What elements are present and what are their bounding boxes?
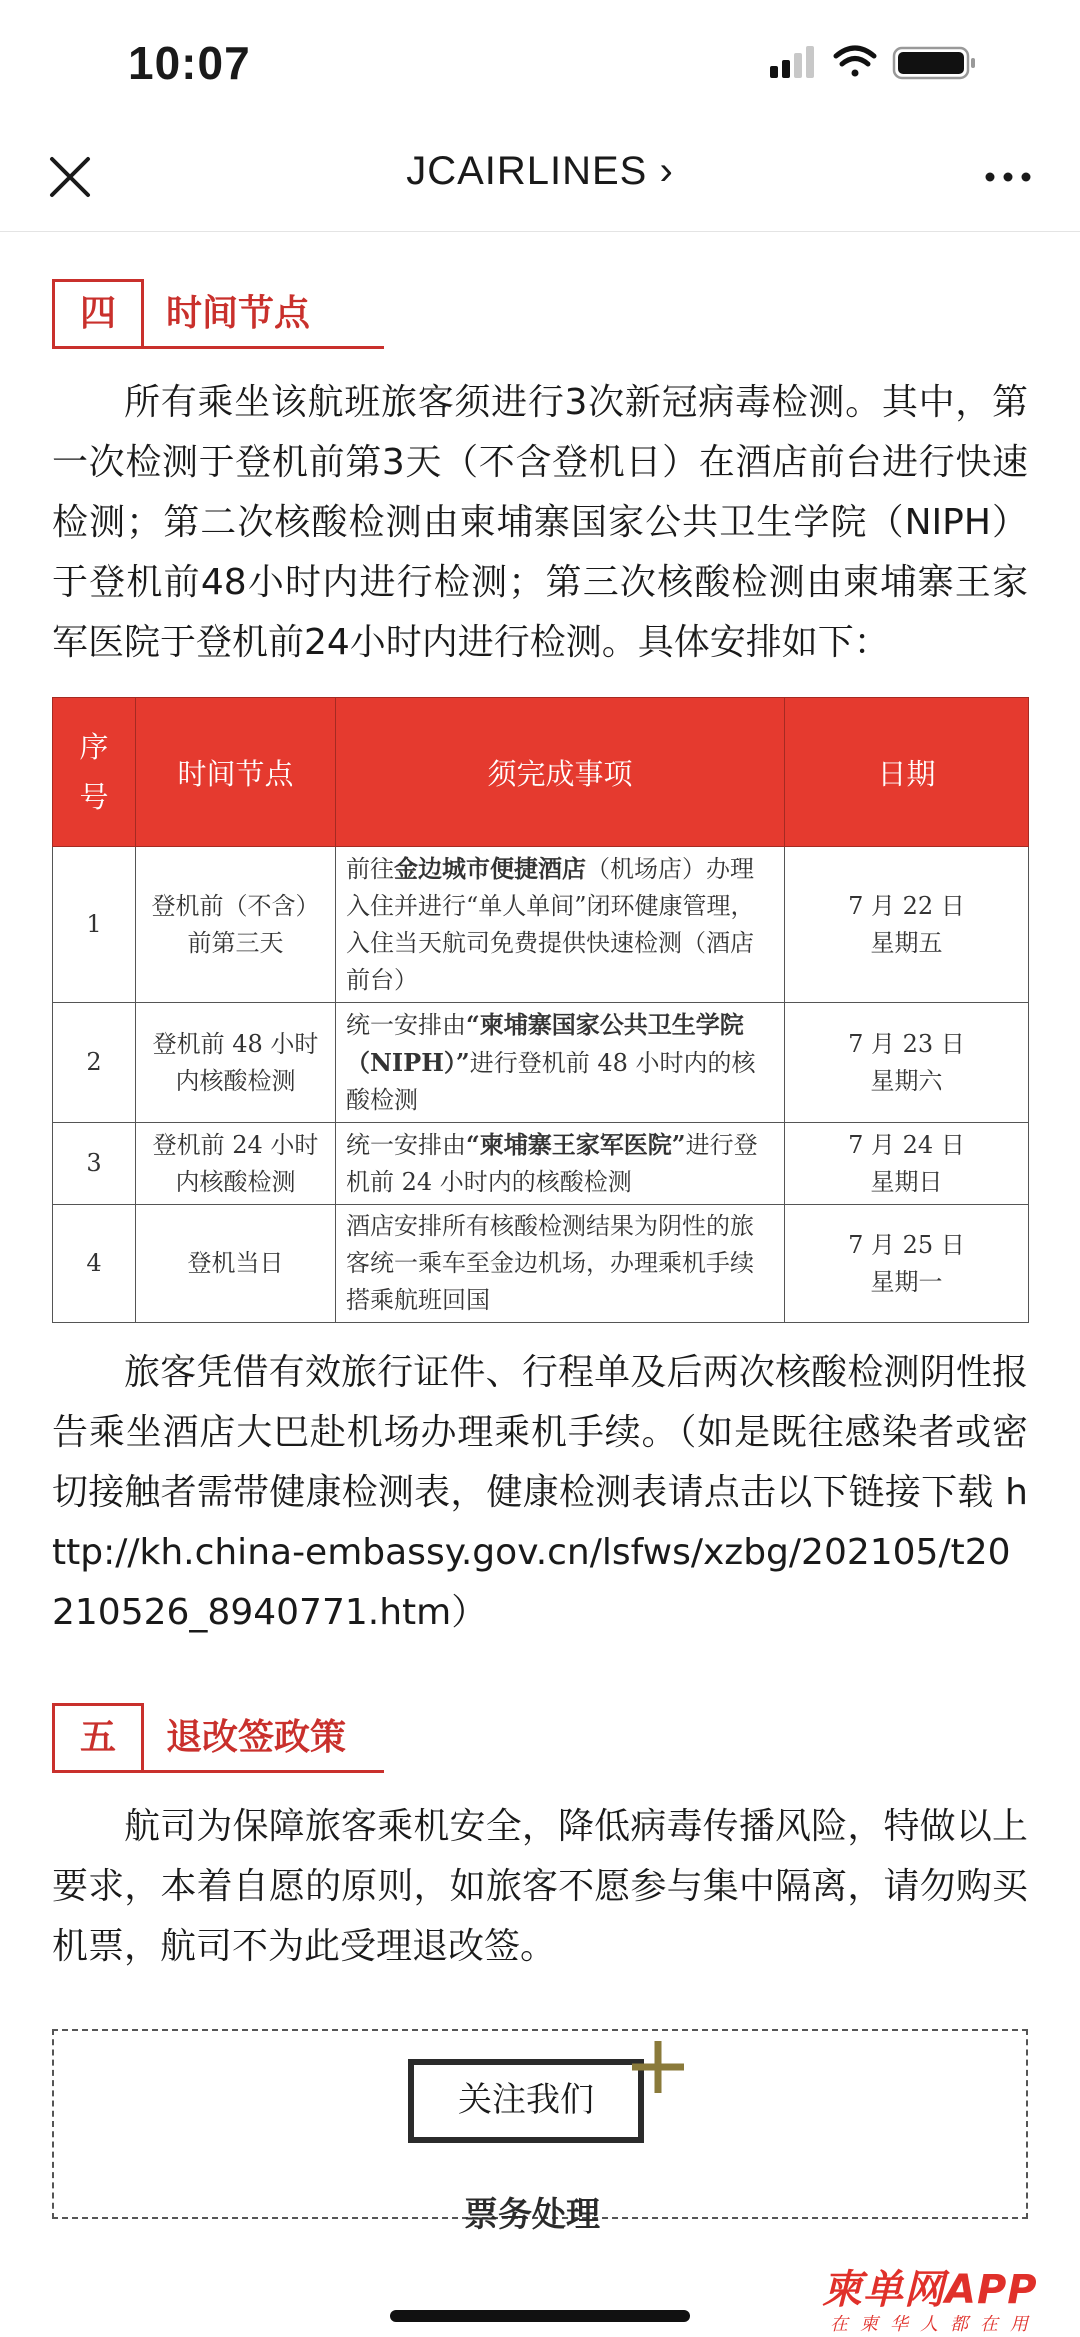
follow-us-button[interactable]: 关注我们 [408, 2059, 644, 2143]
more-icon[interactable] [980, 155, 1036, 199]
table-row [53, 1205, 1029, 1323]
cell-time: 登机前 48 小时内核酸检测 [136, 1003, 336, 1123]
nav-bar [0, 125, 1080, 232]
section-paragraph: 航司为保障旅客乘机安全，降低病毒传播风险，特做以上要求，本着自愿的原则，如旅客不愿参与集中隔离，请勿购买机票，航司不为此受理退改签。 [52, 1806, 1028, 1967]
header-task: 须完成事项 [336, 698, 785, 847]
table-row [53, 1123, 1029, 1205]
section-title: 退改签政策 [166, 1717, 347, 1758]
schedule-table [52, 697, 1029, 1323]
section-header-4 [52, 279, 1028, 359]
cell-task: 前往金边城市便捷酒店（机场店）办理入住并进行“单人单间”闭环健康管理，入住当天航司免费提供快速检测（酒店前台） [336, 847, 785, 1003]
cell-time: 登机前（不含）前第三天 [136, 847, 336, 1003]
section-number: 五 [52, 1703, 144, 1773]
watermark-main: 柬单网APP [822, 2267, 1038, 2313]
chevron-right-icon: › [659, 149, 674, 193]
watermark-logo [822, 2258, 1080, 2337]
section-paragraph: 所有乘坐该航班旅客须进行3次新冠病毒检测。其中，第一次检测于登机前第3天（不含登机日）在酒店前台进行快速检测；第二次核酸检测由柬埔寨国家公共卫生学院（NIPH）于登机前48小时内进行检测；第三次核酸检测由柬埔寨王家军医院于登机前24小时内进行检测。具体安排如下： [52, 382, 1028, 663]
section-underline [144, 346, 384, 349]
cell-date: 7 月 23 日 星期六 [785, 1003, 1029, 1123]
cell-date: 7 月 24 日 星期日 [785, 1123, 1029, 1205]
wifi-icon [836, 48, 874, 77]
cell-task: 统一安排由“柬埔寨国家公共卫生学院（NIPH）”进行登机前 48 小时内的核酸检测 [336, 1003, 785, 1123]
follow-subtitle: 票务处理 [464, 2195, 600, 2235]
cell-time: 登机当日 [136, 1205, 336, 1323]
header-date: 日期 [785, 698, 1029, 847]
article-content [52, 231, 1028, 2235]
table-row [53, 1003, 1029, 1123]
header-no: 序号 [53, 698, 136, 847]
instructions-paragraph: 旅客凭借有效旅行证件、行程单及后两次核酸检测阴性报告乘坐酒店大巴赴机场办理乘机手续。（如是既往感染者或密切接触者需带健康检测表，健康检测表请点击以下链接下载 http://kh.china-embassy.gov.cn/lsfws/xzbg/202105/t20210526_8940771.htm） [52, 1352, 1028, 1633]
section-title: 时间节点 [166, 293, 311, 334]
follow-us-box [52, 2029, 1028, 2235]
cellular-signal-icon [770, 46, 814, 78]
cell-no: 1 [53, 847, 136, 1003]
cell-time: 登机前 24 小时内核酸检测 [136, 1123, 336, 1205]
status-bar [0, 0, 1080, 125]
cell-no: 4 [53, 1205, 136, 1323]
header-time: 时间节点 [136, 698, 336, 847]
status-time: 10:07 [128, 37, 251, 89]
cell-task: 统一安排由“柬埔寨王家军医院”进行登机前 24 小时内的核酸检测 [336, 1123, 785, 1205]
cell-no: 3 [53, 1123, 136, 1205]
cell-date: 7 月 22 日 星期五 [785, 847, 1029, 1003]
battery-icon [894, 48, 975, 78]
section-underline [144, 1770, 384, 1773]
cell-task: 酒店安排所有核酸检测结果为阴性的旅客统一乘车至金边机场，办理乘机手续搭乘航班回国 [336, 1205, 785, 1323]
section-header-5 [52, 1703, 1028, 1783]
home-indicator[interactable] [390, 2310, 690, 2322]
watermark-sub: 在柬华人都在用 [830, 2314, 1040, 2335]
table-row [53, 847, 1029, 1003]
account-name: JCAIRLINES [406, 149, 648, 193]
cell-date: 7 月 25 日 星期一 [785, 1205, 1029, 1323]
status-icons [770, 42, 1000, 82]
cell-no: 2 [53, 1003, 136, 1123]
account-title-link[interactable] [0, 149, 1080, 194]
section-number: 四 [52, 279, 144, 349]
table-header-row [53, 698, 1029, 847]
plus-icon [626, 2035, 690, 2099]
